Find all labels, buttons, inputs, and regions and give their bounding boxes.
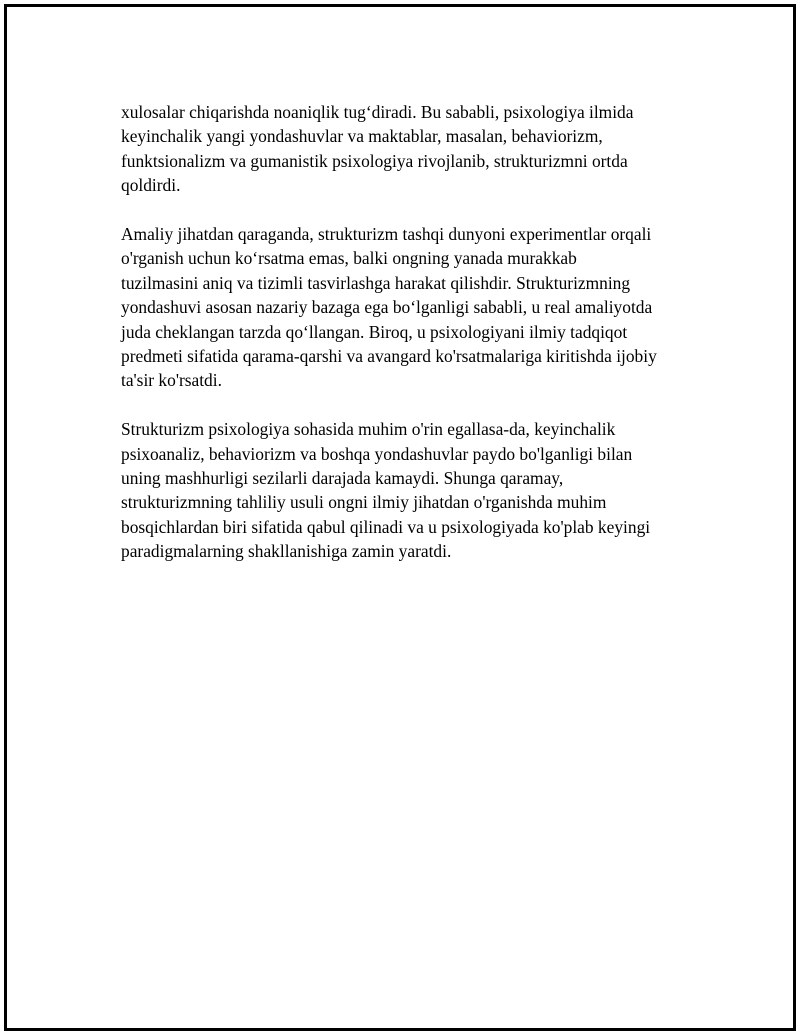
paragraph-2: [121, 222, 701, 393]
text-line: qoldirdi.: [121, 175, 181, 196]
paragraph-3: [121, 417, 701, 563]
text-line: juda cheklangan tarzda qo‘llangan. Biroq, u psixologiyani ilmiy tadqiqot: [121, 321, 628, 342]
text-line: bosqichlardan biri sifatida qabul qilinadi va u psixologiyada ko'plab keyingi: [121, 516, 651, 537]
text-line: Strukturizm psixologiya sohasida muhim o'rin egallasa-da, keyinchalik: [121, 419, 616, 440]
text-line: paradigmalarning shakllanishiga zamin yaratdi.: [121, 541, 452, 562]
text-line: psixoanaliz, behaviorizm va boshqa yondashuvlar paydo bo'lganligi bilan: [121, 443, 633, 464]
text-line: predmeti sifatida qarama-qarshi va avangard ko'rsatmalariga kiritishda ijobiy: [121, 346, 657, 367]
page-content: [121, 100, 701, 588]
text-line: xulosalar chiqarishda noaniqlik tug‘diradi. Bu sababli, psixologiya ilmida: [121, 102, 634, 122]
text-line: tuzilmasini aniq va tizimli tasvirlashga harakat qilishdir. Strukturizmning: [121, 272, 631, 293]
document-page: [4, 4, 796, 1031]
text-line: uning mashhurligi sezilarli darajada kamaydi. Shunga qaramay,: [121, 468, 564, 489]
text-line: keyinchalik yangi yondashuvlar va maktablar, masalan, behaviorizm,: [121, 126, 603, 147]
text-line: Amaliy jihatdan qaraganda, strukturizm tashqi dunyoni experimentlar orqali: [121, 224, 652, 245]
text-line: o'rganish uchun ko‘rsatma emas, balki ongning yanada murakkab: [121, 248, 577, 269]
text-line: strukturizmning tahliliy usuli ongni ilmiy jihatdan o'rganishda muhim: [121, 492, 607, 513]
paragraph-1: [121, 100, 701, 198]
text-line: funktsionalizm va gumanistik psixologiya rivojlanib, strukturizmni ortda: [121, 150, 628, 171]
text-line: ta'sir ko'rsatdi.: [121, 370, 222, 391]
text-line: yondashuvi asosan nazariy bazaga ega bo‘lganligi sababli, u real amaliyotda: [121, 297, 653, 318]
